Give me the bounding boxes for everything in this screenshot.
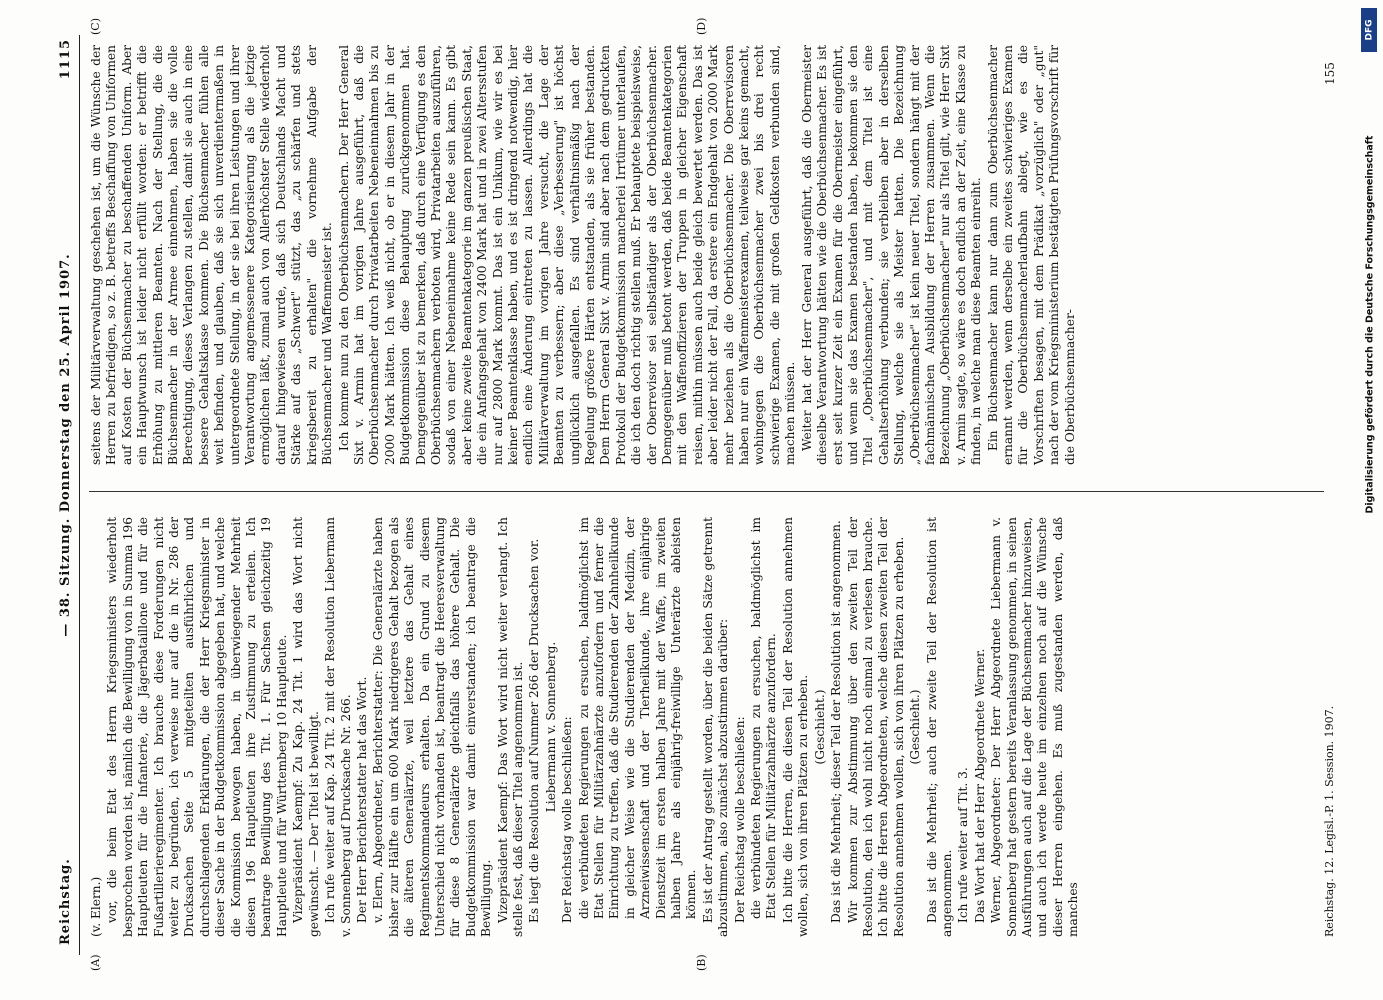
paragraph: Wir kommen zur Abstimmung über den zweiten Teil der Resolution, den ich wohl nicht noch einmal zu verlesen brauche. Ich bitte die Herren Abgeordneten, welche diesen zweiten Teil der Resolution annehmen wollen, sich von ihren Plätzen zu erheben. (845, 517, 906, 937)
paragraph: v. Elern, Abgeordneter, Berichterstatter: Die Generalärzte haben bisher zur Hälfte ein um 600 Mark niedrigeres Gehalt bezogen als die älteren Generalärzte, weil letztere das Gehalt eines Regimentskommandeurs erhalten. Da ein Grund zu diesem Unterschied nicht vorhanden ist, beantragt die Heeresverwaltung für diese 8 Generalärzte gleichfalls das höhere Gehalt. Die Budgetkommission war damit einverstanden; ich beantrage die Bewilligung. (371, 517, 494, 937)
dfg-strip (1360, 8, 1378, 992)
paragraph: Liebermann v. Sonnenberg. (543, 641, 558, 813)
dfg-logo: DFG (1361, 8, 1377, 52)
margin-mark-b: (B) (695, 954, 708, 971)
dfg-credit: Digitalisierung gefördert durch die Deutsche Forschungsgemeinschaft (1364, 135, 1376, 514)
paragraph: Der Reichstag wolle beschließen: (560, 716, 575, 923)
paragraph: Das ist die Mehrheit; auch der zweite Teil der Resolution ist angenommen. (924, 517, 954, 937)
paragraph: Der Herr Berichterstatter hat das Wort. (354, 676, 369, 923)
footer-left: Reichstag. 12. Legisl.-P. 1. Session. 1907. (1323, 705, 1336, 937)
paragraph: Ein Büchsenmacher kann nur dann zum Oberbüchsenmacher ernannt werden, wenn derselbe ein zweites schwieriges Examen für die Oberbüchsenmacherlaufbahn ablegt, wie es die Vorschriften besagen, mit dem Prädikat „vorzüglich" oder „gut" nach der vom Kriegsministerium bestätigten Prüfungsvorschrift für die Oberbüchsenmacher- (985, 45, 1077, 465)
header-center: — 38. Sitzung. Donnerstag den 25. April 1907. (58, 253, 73, 637)
page-number: 1115 (58, 39, 73, 80)
paragraph: Werner, Abgeordneter: Der Herr Abgeordnete Liebermann v. Sonnenberg hat gestern bereits Veranlassung genommen, in seinen Ausführungen auch auf die Lage der Büchsenmacher hinzuweisen, und auch ich werde heute im einzelnen noch auf die Wünsche dieser Herren eingehen. Es muß zugestanden werden, daß manches (989, 517, 1081, 937)
paragraph: Das ist die Mehrheit; dieser Teil der Resolution ist angenommen. (829, 520, 844, 923)
paragraph: Das Wort hat der Herr Abgeordnete Werner. (972, 648, 987, 923)
rotated-print-block (55, 17, 1345, 971)
paragraph: die verbündeten Regierungen zu ersuchen, baldmöglichst im Etat Stellen für Militärzahnärzte anzufordern. (749, 517, 779, 919)
footer-signature: 155 (1323, 62, 1337, 85)
paragraph: Vizepräsident Kaempf: Zu Kap. 24 Tit. 1 wird das Wort nicht gewünscht. — Der Titel ist bewilligt. (291, 517, 321, 937)
paragraph: Weiter hat der Herr General ausgeführt, daß die Obermeister dieselbe Verantwortung hätten wie die Oberbüchsenmacher. Es ist erst seit kurzer Zeit ein Examen für die Obermeister eingeführt, und wenn sie das Examen bestanden haben, bekommen sie den Titel „Oberbüchsenmacher", und mit dem Titel ist eine Gehaltserhöhung verbunden; sie verbleiben aber in derselben Stellung, welche sie als Meister hatten. Die Bezeichnung „Oberbüchsenmacher" ist kein neuer Titel, sondern hängt mit der fachmännischen Ausbildung der Herren zusammen. Wenn die Bezeichnung „Oberbüchsenmacher" nur als Titel gilt, wie Herr Sixt v. Armin sagte, so wäre es doch endlich an der Zeit, eine Klasse zu finden, in welche man diese Beamten einreiht. (799, 45, 984, 465)
paragraph: Ich komme nun zu den Oberbüchsenmachern. Der Herr General Sixt v. Armin hat im vorigen Jahre ausgeführt, daß die Oberbüchsenmacher durch Privatarbeiten Nebeneinnahmen bis zu 2000 Mark hätten. Ich weiß nicht, ob er in diesem Jahr in der Budgetkommission diese Behauptung zurückgenommen hat. Demgegenüber ist zu bemerken, daß durch eine Verfügung es den Oberbüchsenmachern verboten wird, Privatarbeiten auszuführen, sodaß von einer Nebeneinnahme keine Rede sein kann. Es gibt aber keine zweite Beamtenkategorie im ganzen preußischen Staat, die ein Anfangsgehalt von 2400 Mark hat und in zwei Altersstufen nur auf 2800 Mark kommt. Das ist ein Unikum, wie wir es bei keiner Beamtenklasse haben, und es ist dringend notwendig, hier endlich eine Änderung eintreten zu lassen. Allerdings hat die Militärverwaltung im vorigen Jahre versucht, die Lage der Beamten zu verbessern; aber diese „Verbesserung" ist höchst unglücklich ausgefallen. Es sind verhältnismäßig nach der Regelung größere Härten entstanden, als sie früher bestanden. Dem Herrn General Sixt v. Armin sind aber nach dem gedruckten Protokoll der Budgetkommission mancherlei Irrtümer unterlaufen, die ich den doch richtig stellen muß. Er behauptete beispielsweise, der Oberrevisor sei selbständiger als der Oberbüchsenmacher. Demgegenüber muß betont werden, daß beide Beamtenkategorien mit den Waffenoffizieren der Truppen in gleicher Eigenschaft reisen, mithin müssen auch beide gleich bewertet werden. Das ist aber leider nicht der Fall, da erstere ein Endgehalt von 2000 Mark mehr beziehen als die Oberbüchsenmacher. Die Oberrevisoren haben nur ein Waffenmeisterexamen, teilweise gar keins gemacht, wohingegen die Oberbüchsenmacher zwei bis drei recht schwierige Examen, die mit großen Geldkosten verbunden sind, machen müssen. (336, 45, 798, 465)
paragraph: Ich rufe weiter auf Kap. 24 Tit. 2 mit der Resolution Liebermann v. Sonnenberg auf Drucksache Nr. 266. (323, 517, 353, 937)
paragraph: vor, die beim Etat des Herrn Kriegsministers wiederholt besprochen worden ist, nämlich die Bewilligung von in Summa 196 Hauptleuten für die Infanterie, die Jägerbataillone und für die Fußartillerieregimenter. Ich brauche diese Forderungen nicht weiter zu begründen, ich verweise nur auf die in Nr. 286 der Drucksachen Seite 5 mitgeteilten ausführlichen und durchschlagenden Erklärungen, die der Herr Kriegsminister in dieser Sache in der Budgetkommission abgegeben hat, und welche die Kommission bewogen haben, in überwiegender Mehrheit diesen 196 Hauptleuten ihre Zustimmung zu erteilen. Ich beantrage Bewilligung des Tit. 1. Für Sachsen gleichzeitig 19 Hauptleute und für Württemberg 10 Hauptleute. (105, 517, 289, 937)
column-divider (89, 491, 1324, 492)
paragraph: (Geschieht.) (908, 689, 923, 765)
header-left: Reichstag. (58, 858, 73, 945)
margin-mark-c: (C) (89, 18, 102, 35)
paragraph: (Geschieht.) (812, 689, 827, 765)
left-column (89, 517, 1083, 937)
paragraph: Vizepräsident Kaempf: Das Wort wird nicht weiter verlangt. Ich stelle fest, daß dieser Titel angenommen ist. (495, 517, 525, 937)
running-header (55, 35, 80, 955)
paragraph: (v. Elern.) (89, 876, 103, 937)
margin-mark-a: (A) (89, 954, 102, 971)
paragraph: Es ist der Antrag gestellt worden, über die beiden Sätze getrennt abzustimmen, also zunächst abzustimmen darüber: (700, 517, 731, 937)
paragraph: Es liegt die Resolution auf Nummer 266 der Drucksachen vor. (527, 538, 542, 923)
paragraph: Ich rufe weiter auf Tit. 3. (956, 767, 971, 923)
paragraph: seitens der Militärverwaltung geschehen ist, um die Wünsche der Herren zu befriedigen, so z. B. betreffs Beschaffung von Uniformen auf Kosten der Büchsenmacher zu beschaffenden Uniform. Aber ein Hauptwunsch ist leider nicht erfüllt worden: er betrifft die Erhöhung zu mittleren Beamten. Nach der Stellung, die die Büchsenmacher in der Armee einnehmen, haben sie die volle Berechtigung, dieses Verlangen zu stellen, damit sie auch in eine bessere Gehaltsklasse kommen. Die Büchsenmacher fühlen alle weit befinden, und glauben, daß sie sich unverdientermaßen in untergeordnete Stellung, in der sie bei ihren Leistungen und ihrer Verantwortung angemessenere Kategorisierung als die jetzige ermöglichen läßt, zumal auch von Allerhöchster Stelle wiederholt darauf hingewiesen wurde, daß sich Deutschlands Macht und Stärke auf das „Schwert" stützt, das „zu schärfen und stets kriegsbereit zu erhalten" die vornehme Aufgabe der Büchsenmacher und Waffenmeister ist. (89, 45, 335, 465)
paragraph: Ich bitte die Herren, die diesen Teil der Resolution annehmen wollen, sich von ihren Plätzen zu erheben. (780, 517, 811, 937)
right-column (89, 45, 1079, 465)
paragraph: die verbündeten Regierungen zu ersuchen, baldmöglichst im Etat Stellen für Militärzahnärzte anzufordern und ferner die Einrichtung zu treffen, daß die Studierenden der Zahnheilkunde in gleicher Weise wie die Studierenden der Medizin, der Arzneiwissenschaft und der Tierheilkunde, ihre einjährige Dienstzeit im ersten halben Jahre mit der Waffe, im zweiten halben Jahre als einjährig-freiwillige Unterärzte ableisten können. (576, 517, 699, 919)
margin-mark-d: (D) (695, 17, 708, 35)
paragraph: Der Reichstag wolle beschließen: (732, 716, 747, 923)
